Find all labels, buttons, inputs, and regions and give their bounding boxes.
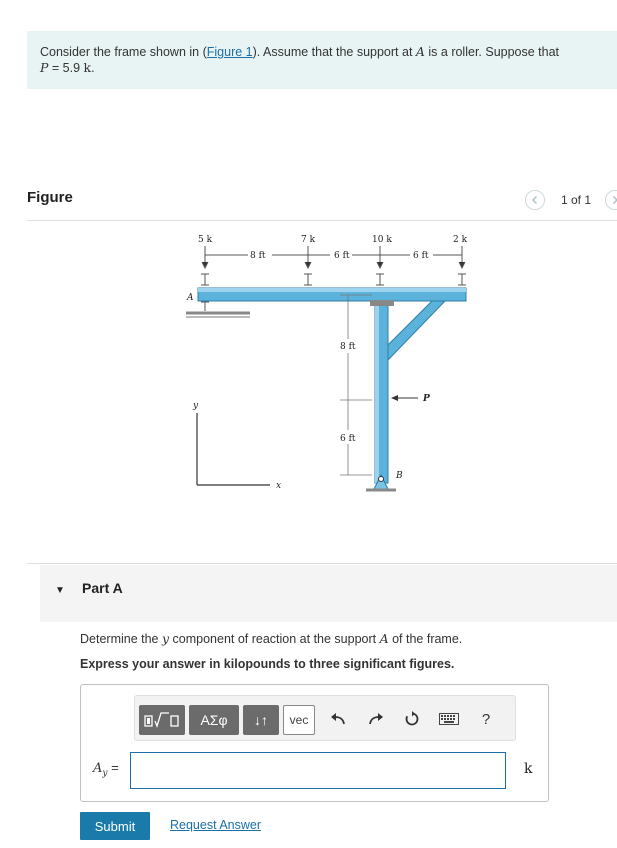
point-b-label: B (396, 471, 403, 481)
part-divider (27, 563, 617, 564)
reset-icon (404, 711, 420, 727)
arrows-button[interactable]: ↓↑ (243, 705, 279, 735)
undo-button[interactable] (326, 708, 350, 730)
p-force-arrow (391, 395, 418, 401)
next-figure-button[interactable] (605, 190, 617, 210)
figure-title: Figure (27, 189, 73, 206)
vertical-dim-label-1: 8 ft (340, 342, 356, 352)
pin-support-b (366, 475, 396, 490)
intro-text-pre: Consider the frame shown in ( (40, 45, 207, 59)
question-support: A (379, 631, 389, 646)
point-a-label: A (187, 293, 194, 303)
load-arrow-3 (377, 246, 383, 268)
answer-label-eq: = (107, 760, 119, 775)
axis-y-label: y (193, 401, 199, 411)
beam-column-joint (370, 300, 394, 306)
p-symbol: P (40, 60, 49, 75)
figure-1-link[interactable]: Figure 1 (206, 45, 253, 59)
vector-button[interactable]: vec (283, 705, 315, 735)
load-arrow-2 (305, 246, 311, 268)
submit-button[interactable]: Submit (80, 812, 150, 840)
p-value: = 5.9 (48, 61, 84, 75)
span-label-1: 8 ft (250, 251, 266, 261)
answer-label-var: A (93, 761, 103, 776)
greek-symbols-button[interactable]: ΑΣφ (189, 705, 239, 735)
answer-label (93, 760, 119, 779)
load-arrow-1 (202, 246, 208, 268)
question-var: y (161, 631, 170, 646)
part-a-header[interactable] (40, 565, 617, 622)
axes (197, 413, 270, 485)
question-text (80, 631, 462, 646)
load-label-4: 2 k (453, 235, 468, 245)
templates-icon (143, 710, 181, 730)
span-label-3: 6 ft (413, 251, 429, 261)
vertical-dim-label-2: 6 ft (340, 434, 356, 444)
keyboard-icon (439, 713, 459, 725)
axis-x-label: x (276, 481, 282, 491)
question-post: of the frame. (388, 632, 463, 646)
templates-button[interactable] (139, 705, 185, 735)
intro-end: . (91, 61, 95, 75)
i-symbol-1 (201, 274, 209, 285)
i-symbol-2 (304, 274, 312, 285)
chevron-right-icon (610, 195, 617, 205)
figure-divider (27, 220, 617, 221)
part-a-title: Part A (82, 580, 123, 596)
load-arrow-4 (459, 246, 465, 268)
prev-figure-button[interactable] (525, 190, 545, 210)
column-highlight (375, 301, 379, 483)
reset-button[interactable] (400, 708, 424, 730)
answer-input[interactable] (130, 752, 506, 789)
request-answer-link[interactable]: Request Answer (170, 818, 262, 832)
support-symbol: A (415, 44, 425, 59)
diagonal-brace (388, 301, 445, 360)
keyboard-button[interactable] (437, 708, 461, 730)
chevron-left-icon (530, 195, 540, 205)
caret-down-icon: ▼ (55, 585, 65, 596)
span-label-2: 6 ft (334, 251, 350, 261)
intro-text-mid: ). Assume that the support at (252, 45, 416, 59)
problem-statement (27, 31, 617, 89)
load-label-3: 10 k (372, 235, 392, 245)
force-p-label: P (423, 394, 430, 404)
help-button[interactable]: ? (481, 710, 491, 728)
roller-support-a (186, 302, 250, 317)
p-unit: k (83, 60, 92, 75)
frame-diagram (150, 225, 490, 495)
load-label-1: 5 k (198, 235, 213, 245)
i-symbol-3 (376, 274, 384, 285)
question-mid: component of reaction at the support (169, 632, 380, 646)
question-pre: Determine the (80, 632, 162, 646)
answer-label-sub: y (102, 768, 108, 779)
redo-button[interactable] (364, 708, 388, 730)
figure-count: 1 of 1 (561, 193, 592, 207)
i-symbol-4 (458, 274, 466, 285)
beam-highlight (198, 288, 466, 292)
vertical-dimension (340, 295, 372, 475)
redo-icon (368, 712, 384, 726)
answer-unit: k (524, 761, 533, 777)
undo-icon (330, 712, 346, 726)
intro-text-post: is a roller. Suppose that (424, 45, 560, 59)
instruction-text: Express your answer in kilopounds to three significant figures. (80, 657, 455, 671)
load-label-2: 7 k (301, 235, 316, 245)
